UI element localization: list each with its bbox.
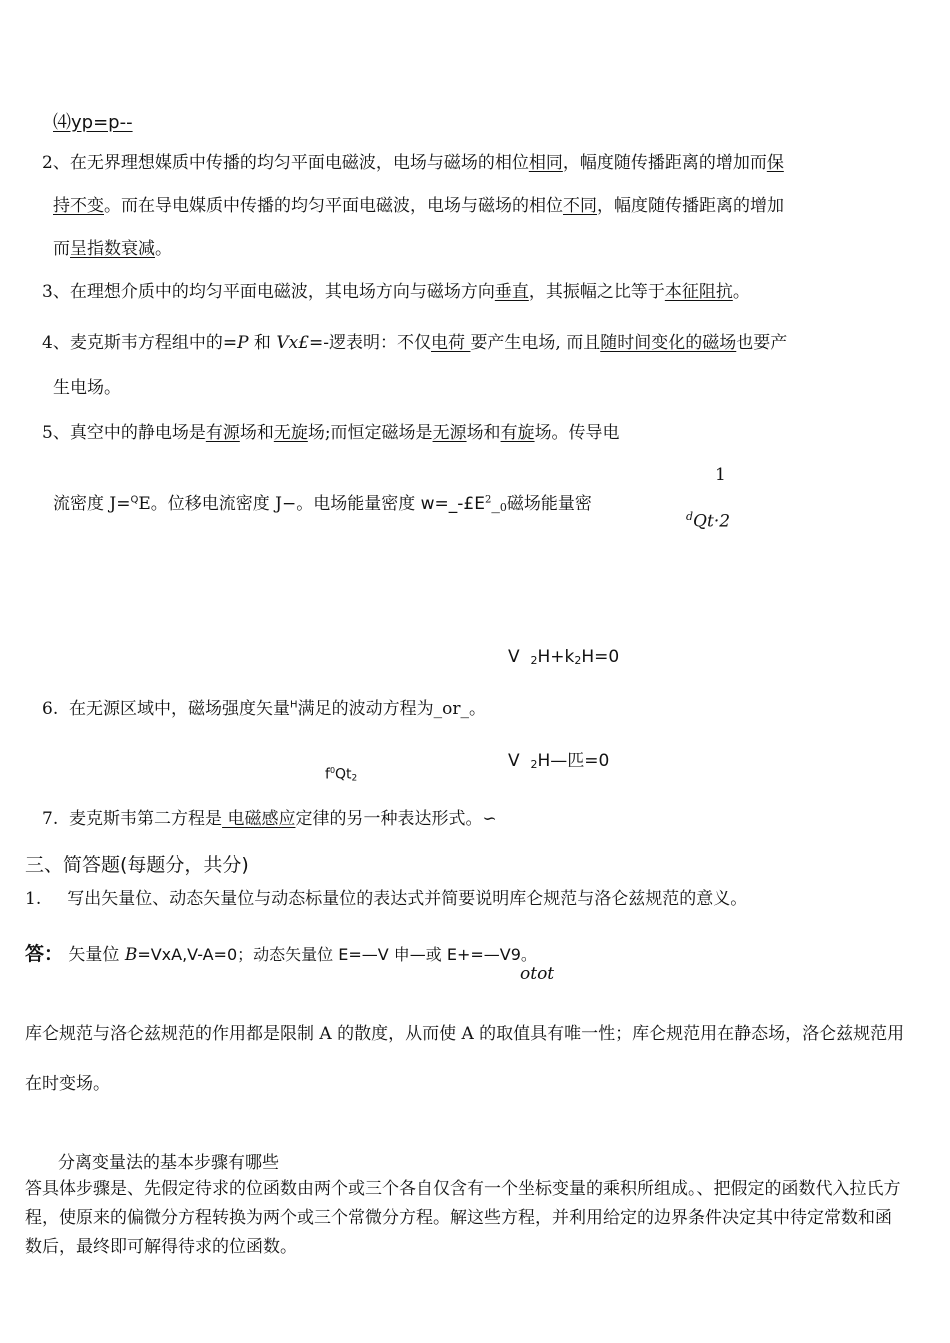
q4-text-b: 和 [248,333,277,353]
q4-text-f: 生电场。 [53,378,121,398]
q4-text-e: 也要产 [736,333,788,353]
short-answer-question-2: 分离变量法的基本步骤有哪些 [58,1153,279,1173]
eq1-text-b: H+k [537,647,575,667]
ans1-text-a: 矢量位 [68,945,125,965]
eq2-sub-2: 2 [530,758,538,771]
q5-text-d: 场和 [466,423,501,443]
eq2-denominator [325,766,357,784]
ans1-symbol-b: B [124,945,138,965]
q5-answer-1: 有源 [205,423,240,443]
eq1-text-c: H=0 [581,647,620,667]
q7-text-a: 麦克斯韦第二方程是 [69,809,223,829]
ans1-otot: otot [520,964,555,984]
question-5-line-2 [53,489,592,514]
q3-number: 3、 [42,282,70,302]
q3-text-a: 在理想介质中的均匀平面电磁波，其电场方向与磁场方向 [69,282,495,302]
q6-text-b: 满足的波动方程为_or_。 [297,699,486,719]
question-4-line-2 [53,373,121,398]
wave-equation-2 [508,746,609,771]
question-7 [42,804,497,829]
q4-answer-1: 电荷 [431,333,471,353]
eq1-sub-2b: 2 [574,654,582,667]
q5-line2-b: E。位移电流密度 J−。电场能量密度 [138,494,421,514]
q2-text-d: ，幅度随传播距离的增加 [597,196,784,216]
q2-answer-2b: 持不变 [53,196,104,216]
short-answer-question-1 [25,884,747,909]
q3-text-c: 。 [732,282,750,302]
q2-text-f: 。 [155,239,172,259]
q4-symbol-p: P [237,333,249,353]
q4-text-c: =-逻表明：不仅 [309,333,432,353]
q5-sup-2: 2 [484,494,492,506]
eq2-nabla: V [508,751,520,771]
q5-text-b: 场和 [239,423,274,443]
s1-text: 写出矢量位、动态矢量位与动态标量位的表达式并简要说明库仑规范与洛仑兹规范的意义。 [67,889,748,909]
eq2-text-b: H—匹=0 [537,751,610,771]
q5-answer-4: 有旋 [500,423,535,443]
eq2-sup-0: 0 [329,766,336,775]
q6-sup-h: H [290,699,298,711]
q1-formula: ⑷yp=p-- [53,112,133,133]
q4-number: 4、 [42,333,70,353]
q5-float-dqt [686,510,730,532]
q5-line2-d: _ [491,494,500,514]
q4-symbol-curl: Vx£ [276,333,310,353]
q2-answer-2a: 保 [766,153,784,173]
eq2-f: f [325,766,330,783]
q2-answer-4: 呈指数衰减 [70,239,155,259]
q2-number: 2、 [42,153,70,173]
eq2-sub-2b: 2 [351,773,358,784]
q5-line2-a: 流密度 J= [53,494,131,514]
q5-answer-2: 无旋 [273,423,308,443]
q2-text-c: 。而在导电媒质中传播的均匀平面电磁波，电场与磁场的相位 [104,196,563,216]
q2-answer-1: 相同 [528,153,563,173]
ans1-text-c: =VxA,V-A=0；动态矢量位 E=—V 申—或 E+=—V9。 [137,945,537,964]
answer-2-paragraph: 答具体步骤是、先假定待求的位函数由两个或三个各自仅含有一个坐标变量的乘积所组成。、把假定的函数代入拉氏方程，使原来的偏微分方程转换为两个或三个常微分方程。解这些方程，并利用给定的边界条件决定其中待定常数和函数后，最终即可解得待求的位函数。 [25,1179,901,1257]
q5-sup-q: Q [130,494,139,506]
q6-text-a: 在无源区域中，磁场强度矢量 [69,699,291,719]
q7-number: 7. [42,809,59,829]
question-2-line-2 [53,191,784,216]
q5-answer-3: 无源 [432,423,467,443]
q5-text-e: 场。传导电 [534,423,620,443]
q3-answer-2: 本征阻抗 [664,282,733,302]
q7-text-b: 定律的另一种表达形式。∽ [295,809,497,829]
question-5-line-1 [42,418,620,443]
question-6 [42,694,486,719]
answer-1-paragraph: 库仑规范与洛仑兹规范的作用都是限制 A 的散度，从而使 A 的取值具有唯一性；库仑规范用在静态场，洛仑兹规范用在时变场。 [25,1024,905,1094]
q5-line2-c: =_-£E [434,494,485,514]
q7-answer-1: 电磁感应 [222,809,296,829]
q5-float-qt: Qt [693,511,714,532]
q4-answer-2: 随时间变化的磁场 [600,333,737,353]
section-3-heading: 三、简答题(每题分，共分) [25,854,249,876]
q5-float-one: 1 [715,465,726,485]
q2-answer-3: 不同 [563,196,597,216]
q3-answer-1: 垂直 [494,282,529,302]
q4-text-d: 要产生电场, 而且 [470,333,601,353]
question-3 [42,277,750,302]
q5-symbol-w: w [420,494,435,514]
q5-float-2: ·2 [713,511,731,532]
q5-text-c: 场;而恒定磁场是 [307,423,433,443]
q5-sub-0: 0 [499,501,507,514]
q6-number: 6. [42,699,59,719]
wave-equation-1 [508,647,619,667]
q4-text-a: 麦克斯韦方程组中的= [69,333,238,353]
question-4-line-1 [42,328,787,353]
question-1-tail [53,108,133,134]
answer-1-formula-line [25,939,537,966]
q2-text-b: ，幅度随传播距离的增加而 [562,153,767,173]
ans1-label: 答： [25,943,64,965]
q5-number: 5、 [42,423,70,443]
eq1-nabla: V [508,647,520,667]
eq1-sub-2: 2 [530,654,538,667]
q5-text-a: 真空中的静电场是 [69,423,206,443]
eq2-qt: Qt [335,766,352,783]
q2-text-a: 在无界理想媒质中传播的均匀平面电磁波，电场与磁场的相位 [69,153,529,173]
q2-text-e: 而 [53,239,70,259]
q5-float-d: d [686,510,694,523]
q3-text-b: ，其振幅之比等于 [528,282,665,302]
question-2-line-3 [53,234,172,259]
q5-line2-e: 磁场能量密 [506,494,592,514]
question-2-line-1 [42,148,784,173]
s1-number: 1. [25,889,42,909]
